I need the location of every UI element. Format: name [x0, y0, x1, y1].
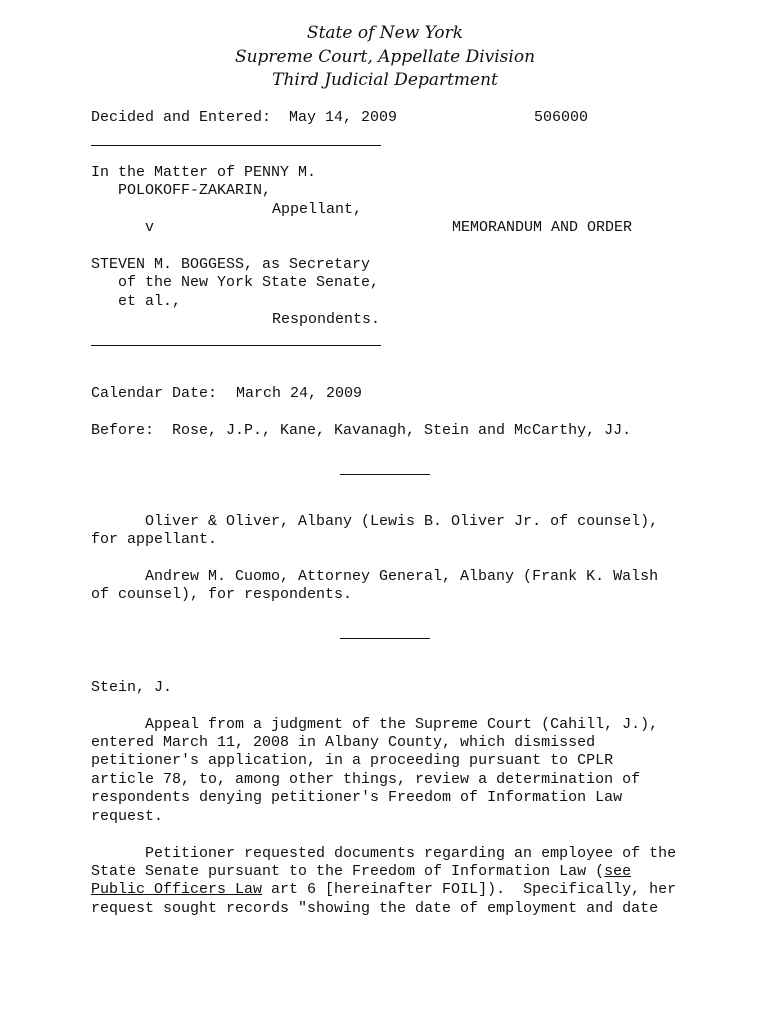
section-divider-1	[340, 474, 430, 475]
paragraph-1-line-4: article 78, to, among other things, review a determination of	[91, 771, 641, 788]
court-department: Third Judicial Department	[272, 70, 498, 90]
paragraph-2-line-3-rest: art 6 [hereinafter FOIL]). Specifically, her	[262, 881, 677, 898]
court-state: State of New York	[306, 23, 464, 43]
respondent-role: Respondents.	[272, 311, 381, 328]
caption-top-rule	[91, 145, 381, 146]
paragraph-2-line-2-text: State Senate pursuant to the Freedom of Information Law (	[91, 863, 605, 880]
respondent-line-2: of the New York State Senate,	[118, 274, 380, 291]
counsel-appellant-line-1: Oliver & Oliver, Albany (Lewis B. Oliver Jr. of counsel),	[145, 513, 659, 530]
statute-name: Public Officers Law	[91, 881, 263, 898]
versus: v	[145, 219, 155, 236]
calendar-label: Calendar Date:	[91, 385, 218, 402]
paragraph-2-line-2	[91, 863, 631, 881]
respondent-line-3: et al.,	[118, 293, 182, 310]
counsel-respondents-line-1: Andrew M. Cuomo, Attorney General, Albany (Frank K. Walsh	[145, 568, 659, 585]
counsel-respondents-line-2: of counsel), for respondents.	[91, 586, 353, 603]
docket-number: 506000	[534, 109, 589, 126]
respondent-line-1: STEVEN M. BOGGESS, as Secretary	[91, 256, 371, 273]
counsel-appellant-line-2: for appellant.	[91, 531, 218, 548]
petitioner-role: Appellant,	[272, 201, 363, 218]
paragraph-2-line-3	[91, 881, 676, 899]
paragraph-1-line-6: request.	[91, 808, 164, 825]
section-divider-2	[340, 638, 430, 639]
court-header	[0, 22, 770, 93]
before-label: Before:	[91, 422, 155, 439]
judges-list: Rose, J.P., Kane, Kavanagh, Stein and McCarthy, JJ.	[172, 422, 632, 439]
paragraph-2-line-1: Petitioner requested documents regarding an employee of the	[145, 845, 677, 862]
document-title: MEMORANDUM AND ORDER	[452, 219, 633, 236]
see-signal: see	[604, 863, 632, 880]
paragraph-1-line-2: entered March 11, 2008 in Albany County, which dismissed	[91, 734, 596, 751]
paragraph-1-line-3: petitioner's application, in a proceeding pursuant to CPLR	[91, 752, 614, 769]
petitioner-line-2: POLOKOFF-ZAKARIN,	[118, 182, 272, 199]
petitioner-line-1: In the Matter of PENNY M.	[91, 164, 317, 181]
decided-date: May 14, 2009	[289, 109, 398, 126]
court-name: Supreme Court, Appellate Division	[234, 46, 536, 67]
decided-label: Decided and Entered:	[91, 109, 272, 126]
paragraph-1-line-1: Appeal from a judgment of the Supreme Court (Cahill, J.),	[145, 716, 659, 733]
paragraph-2-line-4: request sought records "showing the date of employment and date	[91, 900, 659, 917]
paragraph-1-line-5: respondents denying petitioner's Freedom of Information Law	[91, 789, 623, 806]
caption-bottom-rule	[91, 345, 381, 346]
opinion-author: Stein, J.	[91, 679, 173, 696]
calendar-date: March 24, 2009	[236, 385, 363, 402]
